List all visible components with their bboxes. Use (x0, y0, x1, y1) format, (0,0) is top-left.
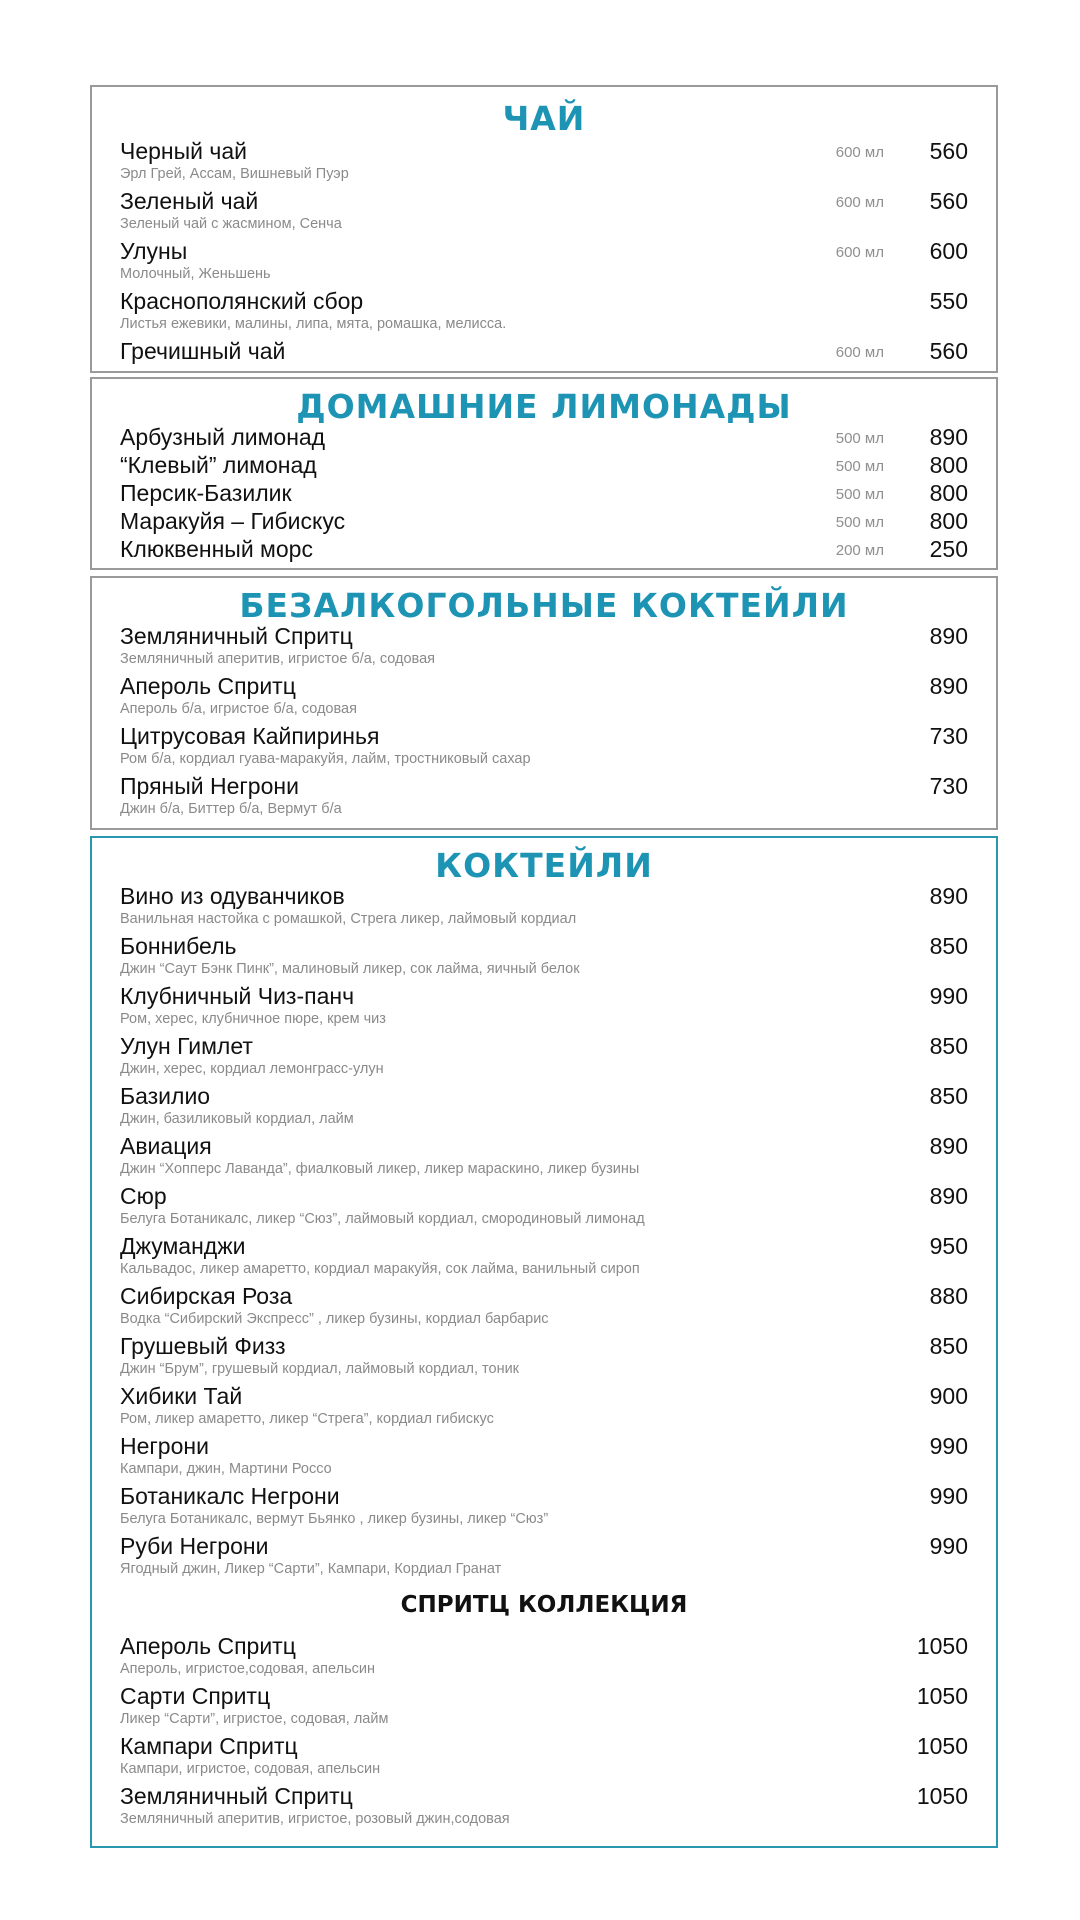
item-price: 880 (929, 1283, 968, 1309)
item-name: Кампари Спритц (120, 1733, 298, 1759)
item-description: Джин “Саут Бэнк Пинк”, малиновый ликер, сок лайма, яичный белок (120, 961, 580, 977)
item-description: Зеленый чай с жасмином, Сенча (120, 216, 342, 232)
menu-item (92, 1532, 996, 1582)
menu-item (92, 287, 996, 337)
item-volume: 200 мл (835, 542, 884, 559)
item-volume: 600 мл (835, 344, 884, 361)
item-price: 600 (929, 238, 968, 264)
item-price: 990 (929, 1433, 968, 1459)
item-price: 560 (929, 188, 968, 214)
item-description: Джин “Брум”, грушевый кордиал, лаймовый кордиал, тоник (120, 1361, 520, 1377)
item-price: 560 (929, 338, 968, 364)
item-name: Сюр (120, 1183, 167, 1209)
section-title: КОКТЕЙЛИ (435, 846, 653, 885)
item-name: Краснополянский сбор (120, 288, 364, 314)
item-name: Вино из одуванчиков (120, 883, 345, 909)
menu-item (92, 1432, 996, 1482)
menu-section-lemonades (90, 377, 998, 570)
menu-item (92, 1332, 996, 1382)
menu-item (92, 535, 996, 563)
item-price: 800 (929, 480, 968, 506)
item-name: Авиация (120, 1133, 212, 1159)
item-description: Апероль б/а, игристое б/а, содовая (120, 701, 357, 717)
item-description: Ром б/а, кордиал гуава-маракуйя, лайм, тростниковый сахар (120, 751, 531, 767)
item-description: Апероль, игристое,содовая, апельсин (120, 1661, 375, 1677)
item-price: 900 (929, 1383, 968, 1409)
item-name: Земляничный Спритц (120, 1783, 353, 1809)
menu-section-tea (90, 85, 998, 373)
menu-item (92, 1782, 996, 1832)
item-name: Улун Гимлет (120, 1033, 253, 1059)
item-name: Грушевый Физз (120, 1333, 286, 1359)
item-price: 1050 (916, 1633, 968, 1659)
item-description: Водка “Сибирский Экспресс” , ликер бузины, кордиал барбарис (120, 1311, 549, 1327)
item-price: 950 (929, 1233, 968, 1259)
item-volume: 600 мл (835, 194, 884, 211)
item-name: Клубничный Чиз-панч (120, 983, 355, 1009)
item-name: Боннибель (120, 933, 237, 959)
item-description: Белуга Ботаникалс, вермут Бьянко , ликер бузины, ликер “Сюз” (120, 1511, 549, 1527)
item-price: 730 (929, 773, 968, 799)
item-name: Руби Негрони (120, 1533, 269, 1559)
item-description: Земляничный аперитив, игристое б/а, содовая (120, 651, 435, 667)
section-title: БЕЗАЛКОГОЛЬНЫЕ КОКТЕЙЛИ (239, 586, 849, 625)
menu-item (92, 672, 996, 722)
item-description: Кальвадос, ликер амаретто, кордиал маракуйя, сок лайма, ванильный сироп (120, 1261, 640, 1277)
item-description: Джин “Хопперс Лаванда”, фиалковый ликер, ликер мараскино, ликер бузины (120, 1161, 640, 1177)
menu-item (92, 507, 996, 535)
item-name: Сарти Спритц (120, 1683, 271, 1709)
item-volume: 500 мл (835, 458, 884, 475)
menu-item (92, 722, 996, 772)
item-volume: 500 мл (835, 514, 884, 531)
subsection-title: СПРИТЦ КОЛЛЕКЦИЯ (400, 1592, 688, 1618)
section-title: ДОМАШНИЕ ЛИМОНАДЫ (296, 387, 792, 426)
item-description: Листья ежевики, малины, липа, мята, ромашка, мелисса. (120, 316, 507, 332)
item-price: 560 (929, 138, 968, 164)
menu-item (92, 1132, 996, 1182)
item-price: 800 (929, 452, 968, 478)
item-name: Цитрусовая Кайпиринья (120, 723, 380, 749)
item-description: Кампари, джин, Мартини Россо (120, 1461, 332, 1477)
item-name: Маракуйя – Гибискус (120, 508, 346, 534)
item-description: Джин б/а, Биттер б/а, Вермут б/а (120, 801, 342, 817)
item-price: 1050 (916, 1783, 968, 1809)
item-price: 850 (929, 1333, 968, 1359)
menu-section-cocktails (90, 836, 998, 1848)
item-price: 1050 (916, 1683, 968, 1709)
section-title: ЧАЙ (502, 99, 586, 138)
item-name: Пряный Негрони (120, 773, 299, 799)
item-name: Хибики Тай (120, 1383, 243, 1409)
item-price: 1050 (916, 1733, 968, 1759)
item-name: Джуманджи (120, 1233, 246, 1259)
item-price: 990 (929, 983, 968, 1009)
menu-item (92, 932, 996, 982)
menu-item (92, 423, 996, 451)
item-name: Земляничный Спритц (120, 623, 353, 649)
menu-item (92, 1682, 996, 1732)
item-price: 890 (929, 883, 968, 909)
item-description: Ликер “Сарти”, игристое, содовая, лайм (120, 1711, 389, 1727)
menu-item (92, 1032, 996, 1082)
menu-item (92, 1732, 996, 1782)
item-name: Персик-Базилик (120, 480, 292, 506)
menu-item (92, 982, 996, 1032)
item-description: Ванильная настойка с ромашкой, Стрега ликер, лаймовый кордиал (120, 911, 577, 927)
item-volume: 600 мл (835, 244, 884, 261)
item-description: Ром, херес, клубничное пюре, крем чиз (120, 1011, 386, 1027)
item-name: Негрони (120, 1433, 209, 1459)
item-price: 890 (929, 424, 968, 450)
item-name: “Клевый” лимонад (120, 452, 317, 478)
item-description: Белуга Ботаникалс, ликер “Сюз”, лаймовый кордиал, смородиновый лимонад (120, 1211, 645, 1227)
item-price: 850 (929, 1083, 968, 1109)
item-description: Земляничный аперитив, игристое, розовый джин,содовая (120, 1811, 510, 1827)
item-description: Ром, ликер амаретто, ликер “Стрега”, кордиал гибискус (120, 1411, 494, 1427)
menu-item (92, 237, 996, 287)
item-description: Кампари, игристое, содовая, апельсин (120, 1761, 381, 1777)
item-name: Клюквенный морс (120, 536, 313, 562)
item-description: Эрл Грей, Ассам, Вишневый Пуэр (120, 166, 349, 182)
menu-item (92, 187, 996, 237)
menu-section-non-alcoholic-cocktails (90, 576, 998, 830)
menu-item (92, 772, 996, 822)
item-volume: 500 мл (835, 486, 884, 503)
item-price: 730 (929, 723, 968, 749)
item-price: 250 (929, 536, 968, 562)
item-name: Апероль Спритц (120, 1633, 296, 1659)
menu-item (92, 137, 996, 187)
item-name: Гречишный чай (120, 338, 286, 364)
menu-item (92, 451, 996, 479)
item-price: 850 (929, 933, 968, 959)
menu-item (92, 622, 996, 672)
item-price: 890 (929, 673, 968, 699)
item-description: Молочный, Женьшень (120, 266, 271, 282)
item-name: Черный чай (120, 138, 248, 164)
menu-item (92, 1632, 996, 1682)
item-name: Арбузный лимонад (120, 424, 326, 450)
item-price: 890 (929, 1133, 968, 1159)
menu-item (92, 882, 996, 932)
menu-item (92, 1082, 996, 1132)
item-price: 800 (929, 508, 968, 534)
item-name: Зеленый чай (120, 188, 259, 214)
item-name: Улуны (120, 238, 188, 264)
menu-item (92, 1182, 996, 1232)
item-description: Ягодный джин, Ликер “Сарти”, Кампари, Кордиал Гранат (120, 1561, 502, 1577)
item-name: Апероль Спритц (120, 673, 296, 699)
item-price: 990 (929, 1533, 968, 1559)
item-price: 890 (929, 1183, 968, 1209)
item-price: 990 (929, 1483, 968, 1509)
item-price: 850 (929, 1033, 968, 1059)
item-name: Ботаникалс Негрони (120, 1483, 340, 1509)
menu-item (92, 1482, 996, 1532)
item-name: Базилио (120, 1083, 211, 1109)
menu-item (92, 479, 996, 507)
item-description: Джин, херес, кордиал лемонграсс-улун (120, 1061, 384, 1077)
item-price: 550 (929, 288, 968, 314)
item-volume: 600 мл (835, 144, 884, 161)
item-volume: 500 мл (835, 430, 884, 447)
item-description: Джин, базиликовый кордиал, лайм (120, 1111, 354, 1127)
menu-item (92, 1282, 996, 1332)
menu-item (92, 1232, 996, 1282)
menu-item (92, 1382, 996, 1432)
item-name: Сибирская Роза (120, 1283, 293, 1309)
item-price: 890 (929, 623, 968, 649)
